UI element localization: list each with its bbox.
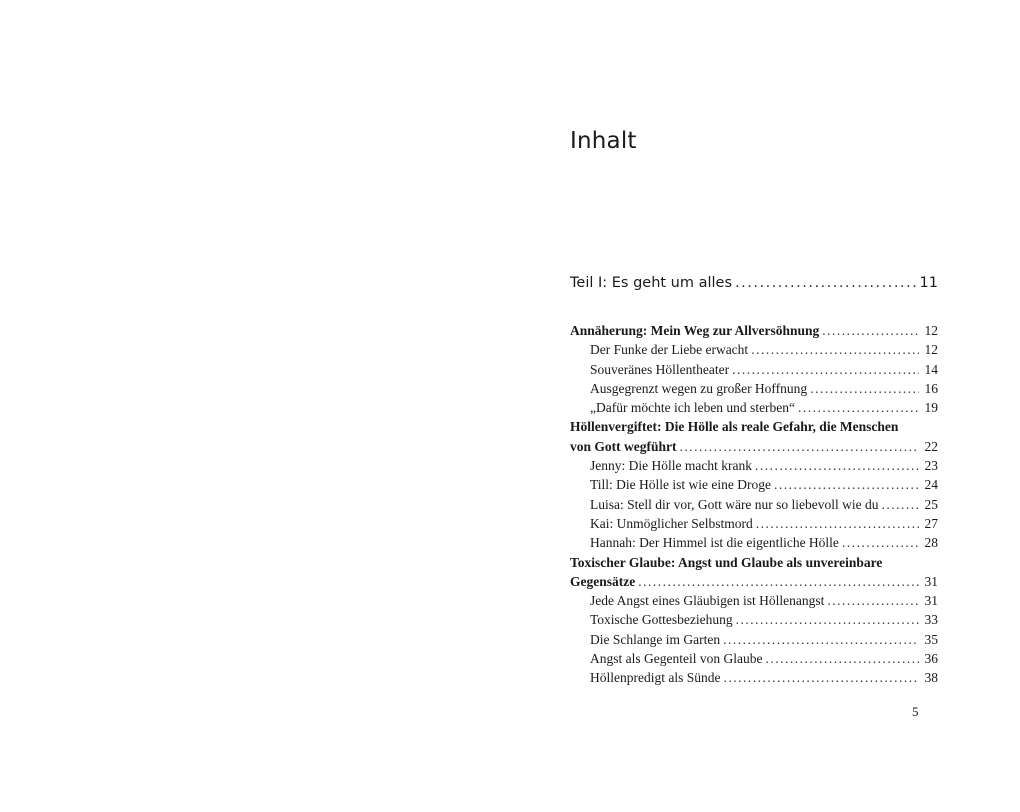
toc-entry-title: Souveränes Höllentheater — [590, 361, 730, 377]
toc-entry-title: Toxische Gottesbeziehung — [590, 612, 733, 628]
leader-dots — [723, 668, 919, 687]
leader-dots — [765, 649, 919, 668]
toc-section-entry — [570, 340, 938, 359]
leader-dots — [638, 572, 919, 591]
leader-dots — [732, 360, 919, 379]
toc-entry-page: 23 — [924, 458, 938, 474]
toc-entry-title: Höllenpredigt als Sünde — [590, 670, 721, 686]
toc-section-entry — [570, 360, 938, 379]
toc-chapter-entry — [570, 321, 938, 340]
toc-entry-page: 19 — [924, 400, 938, 416]
toc-section-entry — [570, 610, 938, 629]
leader-dots — [735, 275, 917, 291]
toc-entry-page: 38 — [924, 670, 938, 686]
toc-entry-page: 27 — [924, 515, 938, 531]
toc-section-entry — [570, 649, 938, 668]
toc-entry-page: 24 — [924, 477, 938, 493]
page-title: Inhalt — [570, 128, 637, 154]
toc-entry-title: Annäherung: Mein Weg zur Allversöhnung — [570, 323, 820, 338]
toc-entry-title: Jenny: Die Hölle macht krank — [590, 458, 752, 474]
toc-entry-title: Die Schlange im Garten — [590, 631, 721, 647]
toc-entry-title: Till: Die Hölle ist wie eine Droge — [590, 477, 771, 493]
toc-entry-title: Toxischer Glaube: Angst und Glaube als unvereinbare — [570, 554, 883, 570]
toc-section-entry — [570, 668, 938, 687]
toc-entry-page: 35 — [924, 631, 938, 647]
toc-entry-page: 31 — [924, 593, 938, 609]
toc-entry-title: Gegensätze — [570, 573, 636, 589]
toc-entry-page: 12 — [924, 342, 938, 358]
toc-entry-title: Hannah: Der Himmel ist die eigentliche Hölle — [590, 535, 839, 551]
toc-entry-page: 28 — [924, 535, 938, 551]
toc-entry-title: Der Funke der Liebe erwacht — [590, 342, 749, 358]
toc-section-entry — [570, 398, 938, 417]
leader-dots — [751, 340, 919, 359]
leader-dots — [756, 514, 919, 533]
toc-entry-page: 33 — [924, 612, 938, 628]
leader-dots — [798, 398, 919, 417]
toc-part-entry — [570, 275, 938, 297]
toc-chapter-entry-continued — [570, 572, 938, 591]
toc-section-entry — [570, 630, 938, 649]
toc-entry-title: „Dafür möchte ich leben und sterben“ — [590, 400, 796, 416]
toc-section-entry — [570, 591, 938, 610]
toc-part-page: 11 — [919, 275, 938, 291]
toc-part-title: Teil I: Es geht um alles — [570, 275, 733, 291]
toc-entry-page: 16 — [924, 380, 938, 396]
toc-entry-title: Luisa: Stell dir vor, Gott wäre nur so liebevoll wie du — [590, 496, 879, 512]
leader-dots — [774, 475, 919, 494]
toc-section-entry — [570, 533, 938, 552]
toc-entry-page: 25 — [924, 496, 938, 512]
toc-section-entry — [570, 475, 938, 494]
leader-dots — [842, 533, 919, 552]
toc-chapter-entry — [570, 417, 938, 436]
toc-entry-title: Ausgegrenzt wegen zu großer Hoffnung — [590, 380, 808, 396]
toc-entry-title: Angst als Gegenteil von Glaube — [590, 651, 763, 667]
leader-dots — [810, 379, 919, 398]
page-number: 5 — [912, 704, 919, 719]
toc-entry-title: Jede Angst eines Gläubigen ist Höllenangst — [590, 593, 825, 609]
leader-dots — [755, 456, 919, 475]
toc-section-entry — [570, 514, 938, 533]
toc-entry-page: 14 — [924, 361, 938, 377]
toc-chapter-entry-continued — [570, 437, 938, 456]
leader-dots — [736, 610, 919, 629]
leader-dots — [827, 591, 919, 610]
leader-dots — [822, 321, 919, 340]
toc-section-entry — [570, 495, 938, 514]
toc-entry-title: Kai: Unmöglicher Selbstmord — [590, 515, 753, 531]
toc-entry-title: von Gott wegführt — [570, 438, 677, 454]
toc-entry-title: Höllenvergiftet: Die Hölle als reale Gefahr, die Menschen — [570, 419, 899, 435]
leader-dots — [680, 437, 920, 456]
toc-entry-page: 12 — [924, 323, 938, 338]
leader-dots — [882, 495, 919, 514]
toc-entry-page: 22 — [924, 438, 938, 454]
toc-section-entry — [570, 456, 938, 475]
toc-entry-page: 31 — [924, 573, 938, 589]
toc-chapter-entry — [570, 553, 938, 572]
toc-section-entry — [570, 379, 938, 398]
table-of-contents — [570, 275, 938, 688]
toc-entry-page: 36 — [924, 651, 938, 667]
leader-dots — [723, 630, 919, 649]
